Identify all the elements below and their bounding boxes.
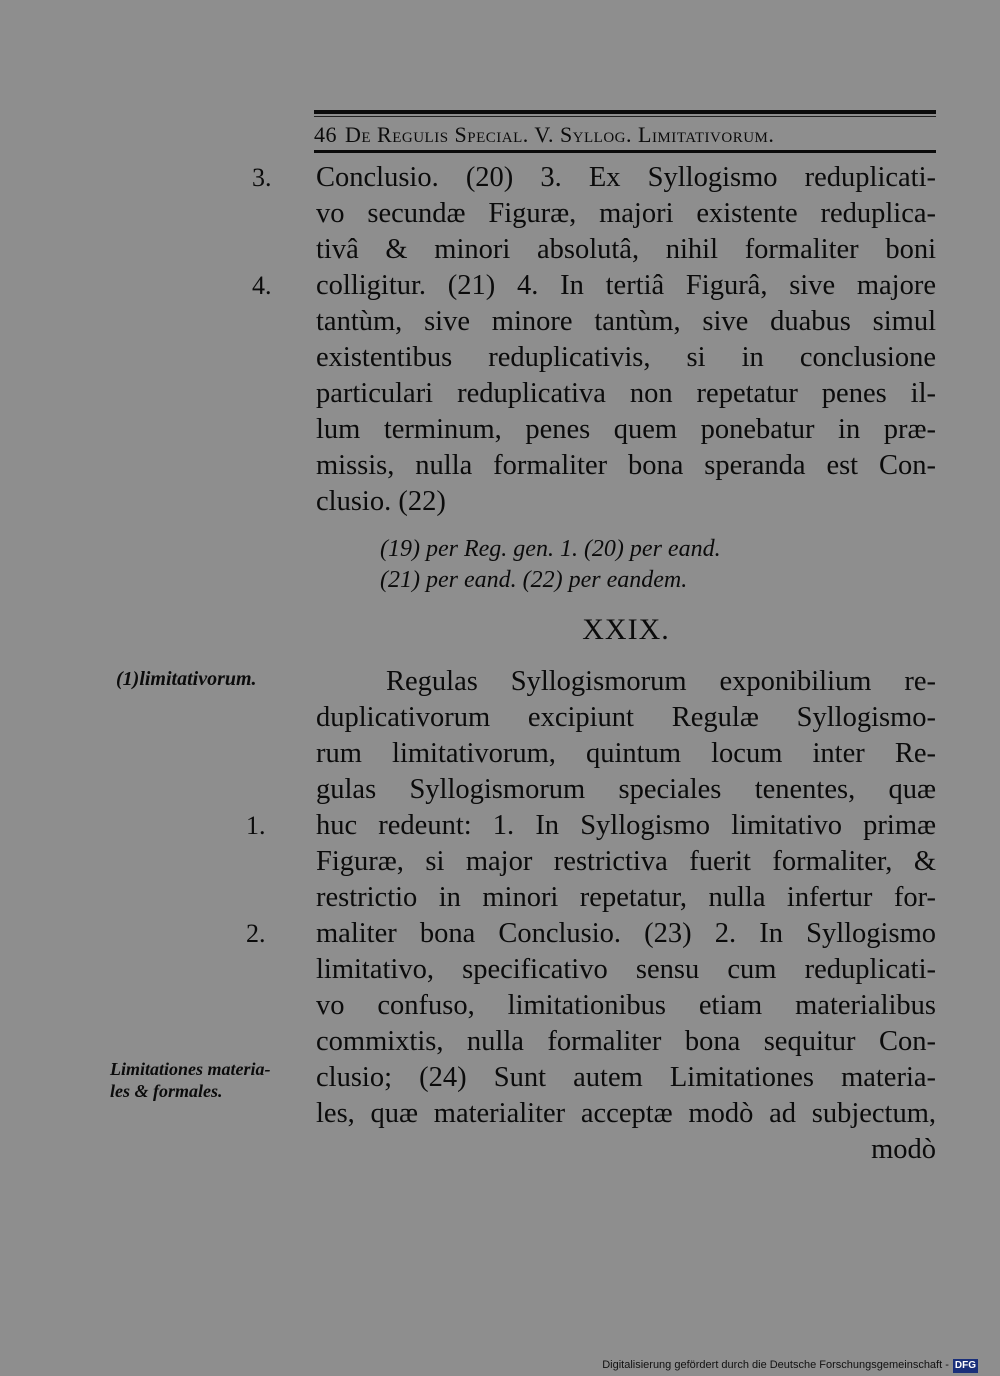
text-line: missis, nulla formaliter bona speranda est Con-: [316, 450, 936, 481]
footnotes: [380, 534, 840, 596]
margin-number-1: 1.: [246, 811, 266, 840]
margin-note-limitativorum: (1)limitativorum.: [116, 668, 257, 690]
text-line: commixtis, nulla formaliter bona sequitur Con-: [316, 1026, 936, 1057]
text-line: clusio; (24) Sunt autem Limitationes materia-: [316, 1062, 936, 1093]
dfg-logo: DFG: [954, 1360, 976, 1371]
paragraph-block-2: [316, 664, 936, 1168]
text-line: tantùm, sive minore tantùm, sive duabus simul: [316, 306, 936, 337]
text-line: particulari reduplicativa non repetatur penes il-: [316, 378, 936, 409]
text-line: Conclusio. (20) 3. Ex Syllogismo reduplicati-: [316, 162, 936, 193]
running-head: [314, 120, 936, 150]
margin-number-3: 3.: [252, 163, 272, 192]
margin-number-2: 2.: [246, 919, 266, 948]
text-line: limitativo, specificativo sensu cum reduplicati-: [316, 954, 936, 985]
page-number: 46: [314, 122, 337, 147]
header-rule-top: [314, 110, 936, 114]
catchword: modò: [871, 1134, 936, 1165]
text-line: existentibus reduplicativis, si in conclusione: [316, 342, 936, 373]
digitization-credit: [602, 1358, 978, 1373]
text-line: vo secundæ Figuræ, majori existente reduplica-: [316, 198, 936, 229]
credit-text: Digitalisierung gefördert durch die Deutsche Forschungsgemeinschaft -: [602, 1359, 949, 1371]
text-line: tivâ & minori absolutâ, nihil formaliter boni: [316, 234, 936, 265]
text-line: huc redeunt: 1. In Syllogismo limitativo primæ: [316, 810, 936, 841]
text-line: duplicativorum excipiunt Regulæ Syllogismo-: [316, 702, 936, 733]
section-number: XXIX.: [582, 613, 670, 646]
footnote-line: (19) per Reg. gen. 1. (20) per eand.: [380, 536, 721, 562]
margin-note-limitationes: [110, 1058, 271, 1102]
margin-number-4: 4.: [252, 271, 272, 300]
paragraph-block-1: [316, 160, 936, 520]
text-line: Figuræ, si major restrictiva fuerit formaliter, &: [316, 846, 936, 877]
text-line: lum terminum, penes quem ponebatur in præ-: [316, 414, 936, 445]
text-line: vo confuso, limitationibus etiam materialibus: [316, 990, 936, 1021]
footnote-line: (21) per eand. (22) per eandem.: [380, 567, 688, 593]
text-line: restrictio in minori repetatur, nulla infertur for-: [316, 882, 936, 913]
header-rule-thin: [314, 116, 936, 117]
margin-note-line: les & formales.: [110, 1081, 223, 1101]
text-line: Regulas Syllogismorum exponibilium re-: [386, 666, 936, 697]
text-line: colligitur. (21) 4. In tertiâ Figurâ, sive majore: [316, 270, 936, 301]
text-line: les, quæ materialiter acceptæ modò ad subjectum,: [316, 1098, 936, 1129]
margin-note-line: Limitationes materia-: [110, 1059, 271, 1079]
text-line: maliter bona Conclusio. (23) 2. In Syllogismo: [316, 918, 936, 949]
running-title: De Regulis Special. V. Syllog. Limitativorum.: [345, 122, 775, 147]
text-line: gulas Syllogismorum speciales tenentes, quæ: [316, 774, 936, 805]
header-rule-bottom: [314, 150, 936, 153]
text-line: rum limitativorum, quintum locum inter Re-: [316, 738, 936, 769]
text-line: clusio. (22): [316, 486, 446, 517]
